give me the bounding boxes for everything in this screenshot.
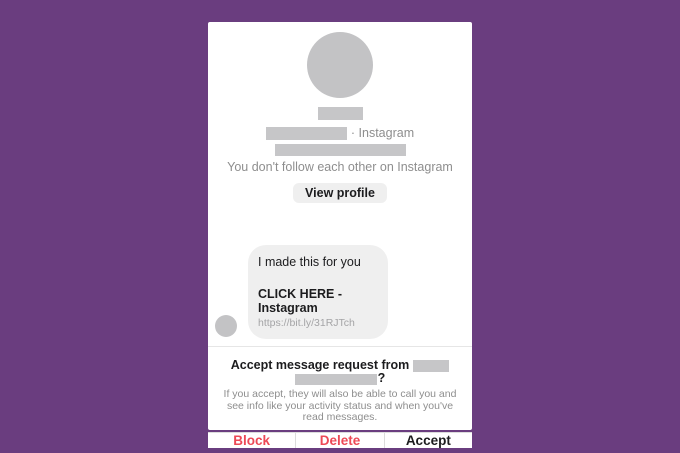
follow-status-text: You don't follow each other on Instagram bbox=[227, 160, 453, 174]
profile-header bbox=[208, 22, 472, 203]
chat-message-row bbox=[208, 245, 472, 339]
request-section bbox=[208, 346, 472, 432]
profile-avatar[interactable] bbox=[307, 32, 373, 98]
link-title[interactable]: CLICK HERE - Instagram bbox=[258, 287, 343, 315]
link-url: https://bit.ly/31RJTch bbox=[258, 317, 355, 329]
redacted-username-bar bbox=[318, 107, 363, 120]
accept-button[interactable]: Accept bbox=[384, 433, 472, 448]
delete-button[interactable]: Delete bbox=[295, 433, 383, 448]
redacted-requester-bar-2 bbox=[295, 374, 377, 385]
request-prefix-text: Accept message request from bbox=[230, 358, 410, 372]
request-suffix-text: ? bbox=[377, 371, 386, 385]
message-text: I made this for you bbox=[258, 255, 361, 269]
block-button[interactable]: Block bbox=[208, 433, 295, 448]
redacted-name-bar bbox=[266, 127, 347, 140]
message-bubble bbox=[248, 245, 388, 339]
request-title-line-2 bbox=[222, 372, 458, 385]
profile-name-row bbox=[266, 127, 414, 140]
actions-row bbox=[208, 432, 472, 448]
message-request-card bbox=[208, 22, 472, 448]
sender-avatar[interactable] bbox=[215, 315, 237, 337]
redacted-requester-bar bbox=[413, 360, 449, 372]
view-profile-button[interactable]: View profile bbox=[293, 183, 387, 203]
message-link[interactable] bbox=[258, 287, 376, 329]
request-title-line-1 bbox=[222, 359, 458, 372]
request-disclaimer: If you accept, they will also be able to call you and see info like your activity status and when you've read messages. bbox=[223, 388, 457, 423]
request-title bbox=[222, 359, 458, 385]
redacted-fullname-bar bbox=[275, 144, 406, 156]
instagram-suffix-label: · Instagram bbox=[350, 126, 415, 140]
